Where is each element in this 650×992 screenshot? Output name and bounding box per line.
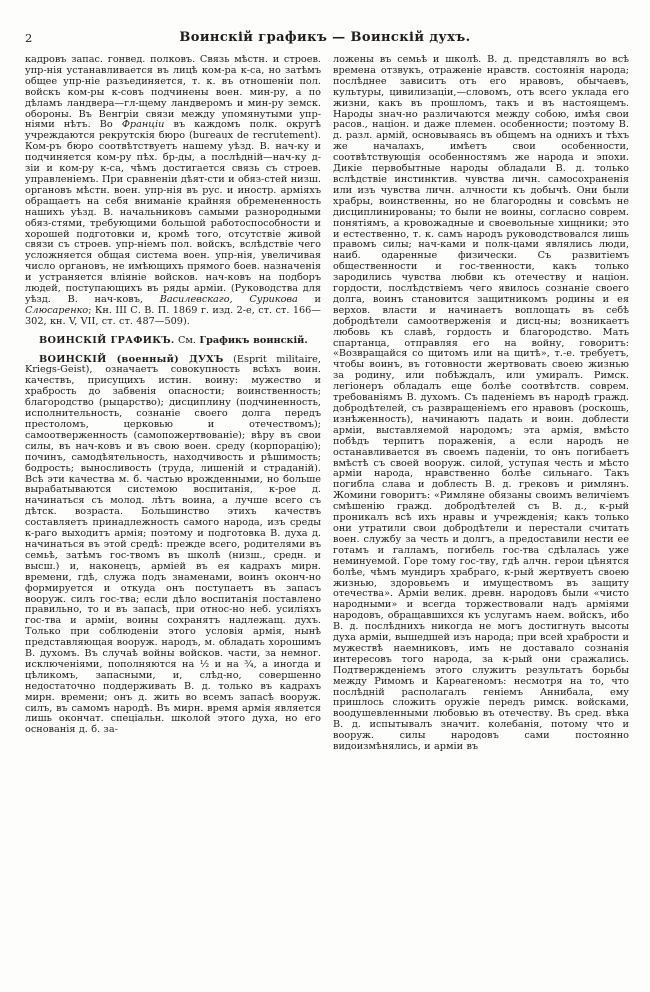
continuation-paragraph: кадровъ запас. гонвед. полковъ. Связь мѣстн. и строев. упр-нія устанавливается въ лицѣ ком-ра к-са, но затѣмъ общее упр-ніе разъединяется, т. к. въ отношеніи пол. войскъ ком-ры к-совъ подчинены воен. мин-ру, а по дѣламъ ландвера—гл-щему ландверомъ и мин-ру земск. обороны. Въ Венгріи связи между упомянутыми упр-ніями нѣтъ. Во Франціи въ каждомъ полк. округѣ учреждаются рекрутскія бюро (bureaux de recrutement). Ком-ръ бюро соотвѣтствуетъ нашему уѣзд. В. нач-ку и подчиняется ком-ру пѣх. бр-ды, а послѣдній—нач-ку д-зіи и ком-ру к-са, чѣмъ достигается связь съ строев. управленіемъ. При сравненіи дѣят-сти и обяз-стей низш. органовъ мѣстн. воен. упр-нія въ рус. и иностр. арміяхъ обращаетъ на себя вниманіе крайняя обремененность нашихъ уѣзд. В. начальниковъ самыми разнородными обяз-стями, требующими большой работоспособности и хорошей подготовки и, кромѣ того, отсутствіе живой связи съ строев. упр-ніемъ пол. войскъ, вслѣдствіе чего усложняется общая система воен. упр-нія, увеличивая число органовъ, не имѣющихъ прямого боев. назначенія и устраняется вліяніе войсков. нач-ковъ на подборъ людей, поступающихъ въ ряды арміи. (Руководства для уѣзд. В. нач-ковъ, Василевскаго, Сурикова и Слюсаренко; Кн. III С. В. П. 1869 г. изд. 2-е, ст. ст. 166—302, кн. V, VII, ст. ст. 487—509). [25, 55, 321, 327]
text-columns [25, 55, 630, 877]
entry-voinskij-duh-continuation: ложены въ семьѣ и школѣ. В. д. представлялъ во всѣ времена отзвукъ, отраженіе нравств. состоянія народа; послѣднее зависитъ отъ его нравовъ, обычаевъ, культуры, цивилизаціи,—словомъ, отъ всего уклада его жизни, какъ въ прошломъ, такъ и въ настоящемъ. Народы знач-но различаются между собою, имѣя свои расов., націон. и даже племен. особенности; поэтому В. д. разл. армій, основываясь въ общемъ на однихъ и тѣхъ же началахъ, имѣетъ свои особенности, соотвѣтствующія особенностямъ же народа и эпохи. Дикіе первобытные народы обладали В. д. только вслѣдствіе инстинктив. чувства личн. самосохраненія или изъ чувства личн. алчности къ добычѣ. Они были храбры, воинственны, но не благородны и совсѣмъ не дисциплинированы; то были не воины, согласно соврем. понятіямъ, а кровожадные и своевольные хищники; это и естественно, т. к. самъ народъ руководствовался лишь правомъ силы; нач-ками и полк-цами являлись люди, наиб. одаренные физически. Съ развитіемъ общественности и гос-твенности, какъ только зародились чувства любви къ отечеству и націон. гордости, послѣдствіемъ чего явилось сознаніе своего долга, воинъ становится защитникомъ родины и ея верхов. власти и начинаетъ воплощать въ себѣ добродѣтели самоотверженія и дисц-ны; возникаетъ любовь къ славѣ, гордость и благородство. Мать спартанца, отправляя его на войну, говоритъ: «Возвращайся со щитомъ или на щитѣ», т.-е. требуетъ, чтобы воинъ, въ готовности жертвовать своею жизнью за родину, или побѣждалъ, или умиралъ. Римск. легіонеръ обладалъ еще болѣе соотвѣтств. соврем. требованіямъ В. духомъ. Съ паденіемъ въ народѣ гражд. добродѣтелей, съ развращеніемъ его нравовъ (роскошь, изнѣженность), начинаютъ падать и воин. доблести арміи, выставляемой народомъ; эта армія, вмѣсто побѣдъ терпитъ пораженія, а если народъ не останавливается въ своемъ паденіи, то онъ погибаетъ вмѣстѣ съ своей вооруж. силой, уступая честь и мѣсто арміи народа, нравственно болѣе сильнаго. Такъ погибла слава и доблесть В. д. грековъ и римлянъ. Жомини говоритъ: «Римляне обязаны своимъ величіемъ смѣшенію гражд. добродѣтелей съ В. д., к-рый проникалъ всѣ ихъ нравы и учрежденія; какъ только они утратили свои добродѣтели и перестали считать воен. службу за честь и долгъ, а предоставили нести ее готамъ и галламъ, погибель гос-тва сдѣлалась уже неминуемой. Горе тому гос-тву, гдѣ алчн. герои цѣнятся болѣе, чѣмъ мундиръ храбраго, к-рый жертвуетъ своею жизнью, здоровьемъ и имуществомъ въ защиту отечества». Арміи велик. древн. народовъ были «чисто народными» и всегда торжествовали надъ арміями народовъ, обращавшихся къ услугамъ наем. войскъ, ибо В. д. послѣднихъ никогда не могъ достигнуть высоты духа арміи, вышедшей изъ народа; при всей храбрости и мужествѣ наемниковъ, имъ не доставало сознанія интересовъ того народа, за к-рый они сражались. Подтвержденіемъ этого служитъ результатъ борьбы между Римомъ и Карѳагеномъ: несмотря на то, что послѣдній располагалъ геніемъ Аннибала, ему пришлось сложить оружіе передъ римск. войсками, воодушевленными любовью въ отечеству. Въ сред. вѣка В. д. испытывалъ значит. колебанія, потому что и вооруж. силы народовъ сами постоянно видоизмѣнялись, и арміи въ [333, 55, 629, 753]
running-head-title: Воинскій графикъ — Воинскій духъ. [179, 30, 471, 45]
page-header [0, 30, 650, 50]
right-column [333, 55, 629, 877]
entry-voinskij-grafik: ВОИНСКІЙ ГРАФИКЪ. См. Графикъ воинскій. [39, 334, 308, 346]
page-number: 2 [25, 31, 33, 45]
entry-voinskij-duh: ВОИНСКІЙ (военный) ДУХЪ (Esprit militaire, Kriegs-Geist), означаетъ совокупность всѣхъ воин. качествъ, присущихъ истин. воину: мужество и храбрость до забвенія опасности; воинственность; благородство (рыцарство); дисциплину (подчиненность, исполнительность, сознаніе своего долга передъ престоломъ, церковью и отечествомъ); самоотверженность (самопожертвованіе); вѣру въ свои силы, въ нач-ковъ и въ свою воен. среду (корпорацію); починъ, самодѣятельность, находчивость и рѣшимость; бодрость; выносливость (труда, лишеній и страданій). Всѣ эти качества м. б. частью врожденными, но больше вырабатываются системою воспитанія, к-рое д. начинаться съ молод. лѣтъ воина, а лучше всего съ дѣтск. возраста. Большинство этихъ качествъ составляетъ принадлежность самого народа, изъ среды к-раго выходитъ армія; поэтому и подготовка В. духа д. начинаться въ этой средѣ: прежде всего, родителями въ семьѣ, затѣмъ гос-твомъ въ школѣ (низш., средн. и высш.) и, наконецъ, арміей въ ея кадрахъ мирн. времени, гдѣ, служа подъ знаменами, воинъ оконч-но формируется и откуда онъ поступаетъ въ запасъ вооруж. силъ гос-тва; если дѣло воспитанія поставлено правильно, то и въ запасѣ, при относ-но неб. усиліяхъ гос-тва и арміи, воины сохранятъ надлежащ. духъ. Только при соблюденіи этого условія армія, нынѣ представляющая вооруж. народъ, м. обладать хорошимъ В. духомъ. Въ случаѣ войны войсков. части, за немног. исключеніями, пополняются на ½ и на ¾, а иногда и цѣликомъ, запасными, и, слѣд-но, совершенно недостаточно поддерживать В. д. только въ кадрахъ мирн. времени; онъ д. жить во всемъ запасѣ вооруж. силъ, въ самомъ народѣ. Въ мирн. время армія является лишь окончат. спеціальн. школой этого духа, но его основанія д. б. за- [25, 353, 321, 736]
left-column [25, 55, 321, 877]
